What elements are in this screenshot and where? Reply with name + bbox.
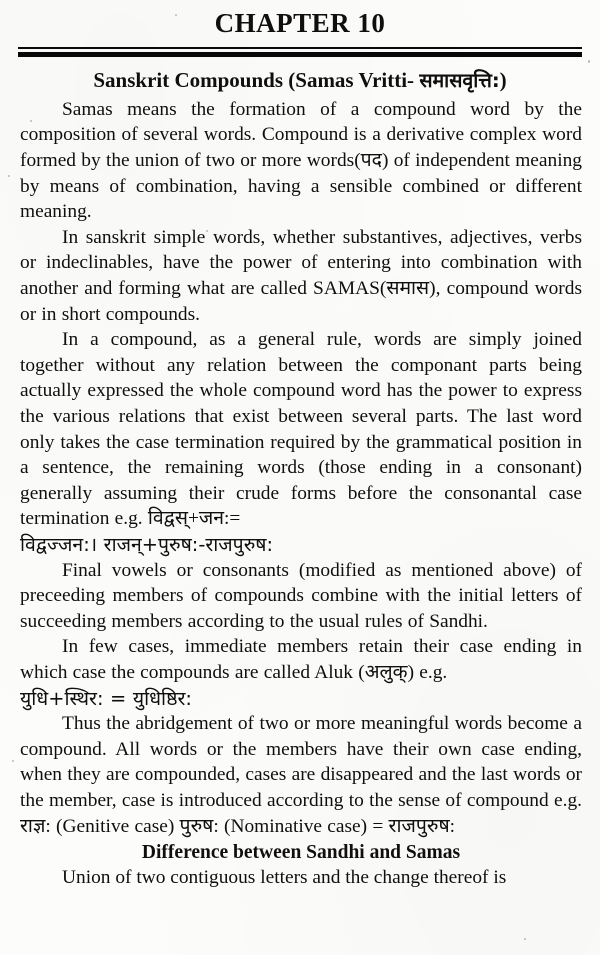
divider-line-thick xyxy=(18,52,582,57)
header-divider xyxy=(18,47,582,57)
paragraph-4: Final vowels or consonants (modified as mentioned above) of preceeding members of compounds combine with the initial letters of succeeding members according to the usual rules of Sandhi. xyxy=(20,559,582,632)
section-heading-prefix: Sanskrit Compounds (Samas Vritti- xyxy=(93,67,420,92)
paragraph-7: Union of two contiguous letters and the change thereof is xyxy=(62,867,507,889)
paragraph-5: In few cases, immediate members retain their case ending in which case the compounds are called Aluk (अलुक्) e.g. xyxy=(20,636,582,683)
paragraph-5-devanagari-example: युधि+स्थिर: = युधिष्ठिर: xyxy=(20,686,192,710)
paragraph-6: Thus the abridgement of two or more meaningful words become a compound. All words or the members have their own case ending, when they are compounded, cases are disappeared and the last words or the member, case is introduced according to the sense of compound e.g. राज्ञ: (Genitive case) पुरुष: (Nominative case) = राजपुरुष: xyxy=(20,713,582,837)
paragraph-1: Samas means the formation of a compound word by the composition of several words. Compound is a derivative complex word formed by the union of two or more words(पद) of independent meaning by means of combination, having a sensible combined or different meaning. xyxy=(20,98,582,223)
paragraph-2: In sanskrit simple words, whether substantives, adjectives, verbs or indeclinables, have the power of entering into combination with another and forming what are called SAMAS(समास), compound words or in short compounds. xyxy=(20,226,582,325)
paragraph-3-devanagari-example: विद्वज्जन:। राजन्+पुरुष:-राजपुरुष: xyxy=(20,532,274,556)
scan-speck xyxy=(12,760,14,762)
section-heading xyxy=(12,68,588,93)
chapter-title: CHAPTER 10 xyxy=(214,8,386,38)
section-heading-suffix: ) xyxy=(499,67,507,92)
body-column xyxy=(20,97,582,891)
scan-speck xyxy=(8,175,10,177)
paragraph-3: In a compound, as a general rule, words are simply joined together without any relation between the componant parts being actually expressed the whole compound word has the power to express the various relations that exist between several parts. The last word only takes the case termination required by the grammatical position in a sentence, the remaining words (those ending in a consonant) generally assuming their crude forms before the consonantal case termination e.g. विद्वस्+जन:= xyxy=(20,329,582,530)
section-heading-devanagari: समासवृत्ति: xyxy=(419,68,500,92)
subheading-difference: Difference between Sandhi and Samas xyxy=(141,842,461,864)
scan-speck xyxy=(524,938,526,940)
scan-speck xyxy=(588,60,590,63)
